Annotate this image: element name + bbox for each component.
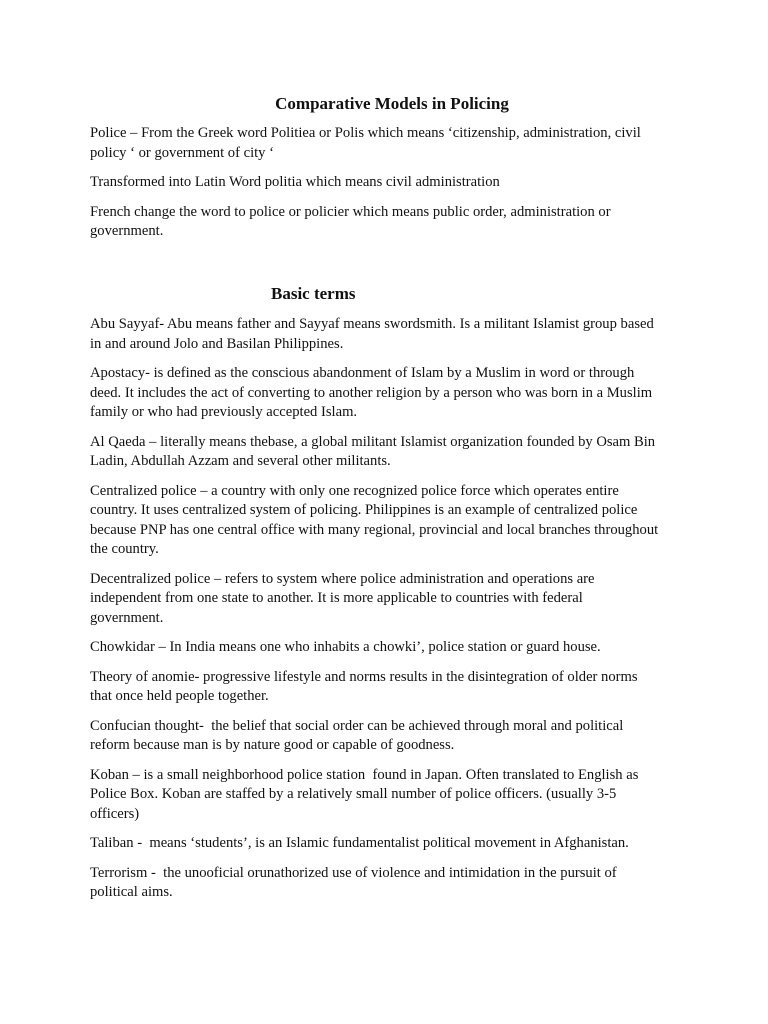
term-definition: Koban – is a small neighborhood police station found in Japan. Often translated to English as Police Box. Koban are staffed by a relatively small number of police officers. (usually 3-5 officers) <box>90 766 639 822</box>
term-definition: Al Qaeda – literally means thebase, a global militant Islamist organization founded by Osam Bin Ladin, Abdullah Azzam and several other militants. <box>90 433 656 469</box>
terms-section <box>90 315 690 913</box>
document-title: Comparative Models in Policing <box>275 94 509 113</box>
intro-paragraph: Transformed into Latin Word politia which means civil administration <box>90 174 500 190</box>
term-definition: Apostacy- is defined as the conscious abandonment of Islam by a Muslim in word or through deed. It includes the act of converting to another religion by a person who was born in a Muslim family or who had previously accepted Islam. <box>90 365 653 420</box>
term-definition: Decentralized police – refers to system where police administration and operations are independent from one state to another. It is more applicable to countries with federal government. <box>90 570 595 626</box>
intro-paragraph: French change the word to police or policier which means public order, administration or government. <box>90 203 611 239</box>
term-definition: Abu Sayyaf- Abu means father and Sayyaf means swordsmith. Is a militant Islamist group based in and around Jolo and Basilan Philippines. <box>90 316 654 352</box>
term-definition: Theory of anomie- progressive lifestyle and norms results in the disintegration of older norms that once held people together. <box>90 668 638 704</box>
section-heading: Basic terms <box>271 284 356 303</box>
term-definition: Terrorism - the unooficial orunathorized use of violence and intimidation in the pursuit of political aims. <box>90 864 617 900</box>
intro-paragraph: Police – From the Greek word Politiea or Polis which means ‘citizenship, administration, civil policy ‘ or government of city ‘ <box>90 125 641 161</box>
term-definition: Confucian thought- the belief that social order can be achieved through moral and political reform because man is by nature good or capable of goodness. <box>90 717 624 753</box>
intro-section <box>90 124 690 252</box>
term-definition: Centralized police – a country with only one recognized police force which operates entire country. It uses centralized system of policing. Philippines is an example of centralized police because PNP has one central office with many regional, provincial and local branches throughout the country. <box>90 482 659 557</box>
term-definition: Chowkidar – In India means one who inhabits a chowki’, police station or guard house. <box>90 639 601 655</box>
term-definition: Taliban - means ‘students’, is an Islamic fundamentalist political movement in Afghanistan. <box>90 835 629 851</box>
